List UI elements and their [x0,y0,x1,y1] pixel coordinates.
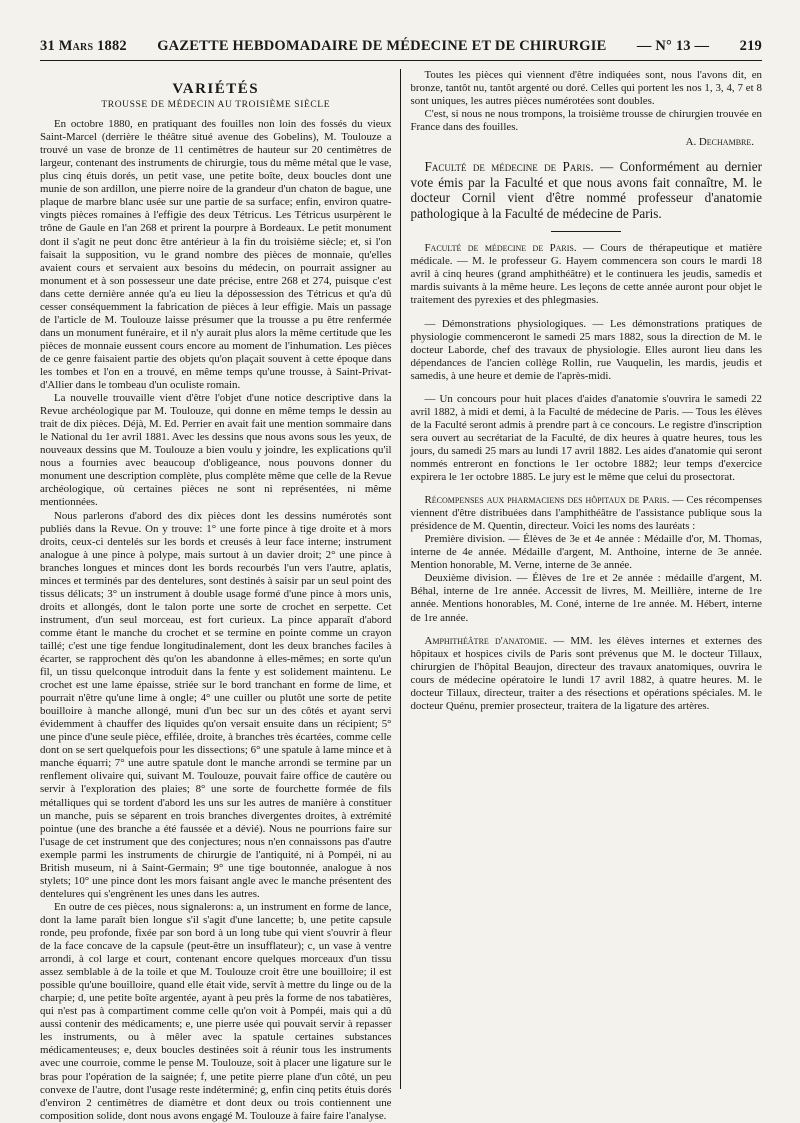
left-column [40,69,392,1122]
section-title: VARIÉTÉS [172,81,260,97]
news-item-recompenses [410,494,762,624]
news-text: Deuxième division. — Élèves de 1re et 2e année : médaille d'argent, M. Béhal, interne de 1re année. Accessit de livres, M. Meillière, interne de 1re année. Mentions honorables, M. Coné, interne de 1re année. M. Hébert, interne de 1re année. [410,572,762,624]
news-text: — MM. les élèves internes et externes des hôpitaux et hospices civils de Paris sont prévenus que M. le docteur Tillaux, chirurgien de l'hôpital Beaujon, directeur des travaux anatomiques, ouvrira le cours de médecine opératoire le lundi 17 avril 1882, à quatre heures. M. le docteur Tillaux, directeur, traiter a des résections et opérations spéciales. M. le docteur Quénu, premier prosecteur, traitera de la ligature des artères. [410,634,762,712]
page-number: 219 [739,38,762,54]
news-heading: Faculté de médecine de Paris. [424,159,594,175]
news-text: — Cours de thérapeutique et matière médicale. — M. le professeur G. Hayem commencera son cours le mardi 18 avril à cinq heures (grand amphithéâtre) et le continuera les jeudis, samedis et mardis suivants à la même heure. Les leçons de cette année auront pour objet le traitement des pyrexies et des phlegmasies. [410,242,762,307]
article-paragraph: La nouvelle trouvaille vient d'être l'objet d'une notice descriptive dans la Revue archéologique par M. Toulouze, qui donne en même temps le dessin au trait de dix pièces. Déjà, M. Ed. Perrier en avait fait une mention sommaire dans le National du 1er avril 1881. Avec les dessins que nous avons sous les yeux, de nouveaux dessins que M. Toulouze a bien voulu y joindre, les explications qu'il nous a fournies avec beaucoup d'obligeance, nous pouvons donner du monument une description complète, plus complète même que celle de la Revue archéologique, où certaines pièces ne sont ni représentées, ni même mentionnées. [40,392,392,509]
divider [551,231,621,232]
article-paragraph: En outre de ces pièces, nous signalerons: a, un instrument en forme de lance, dont la lame paraît bien longue s'il s'agit d'une lancette; b, une petite capsule ronde, peu profonde, fixée par son bord à un long tube qui vient s'ouvrir à fleur de la face concave de la capsule (peut-être un insufflateur); c, un vase à ventre arrondi, à col large et court, contenant encore quelques morceaux d'un tissu assez semblable à de la toile et que M. Toulouze croit être une bouilloire; il est possible qu'une bouilloire, quand elle était vide, servît à mettre du linge ou de la charpie; d, une petite boîte argentée, ayant à peu près la forme de nos tabatières, qui n'est pas à compartiment comme celle qu'on voit à Pompéi, mais qui a dû aussi contenir des médicaments; e, une pierre usée qui pouvait servir à repasser les instruments, ou à mêler avec la spatule certaines substances médicamenteuses; e, deux boucles destinées soit à réunir tous les instruments avec une courroie, comme le pense M. Toulouze, soit à placer une ligature sur le bras pour l'opération de la saignée; f, une petite pierre plane d'un côté, un peu convexe de l'autre, dont l'usage reste indéterminé; g, enfin cinq petits étuis dorés d'environ 2 centimètres de diamètre et dont deux ou trois contiennent une composition solide, dont nous avons engagé M. Toulouze à faire faire l'analyse. [40,900,392,1122]
article-paragraph: Toutes les pièces qui viennent d'être indiquées sont, nous l'avons dit, en bronze, tantôt nu, tantôt argenté ou doré. Celles qui portent les nos 1, 3, 4, 7 et 8 sont uniques, les autres pièces numérotées sont doubles. [410,69,762,108]
author-signature: A. Dechambre. [685,136,754,149]
news-heading: Amphithéâtre d'anatomie. [424,634,548,647]
news-text: — Démonstrations physiologiques. — Les démonstrations pratiques de physiologie commenceront le samedi 25 mars 1882, sous la direction de M. le docteur Laborde, chef des travaux de physiologie. Elles auront lieu dans les dépendances de l'ancien collège Rollin, rue Vauquelin, les mardis, jeudis et samedis, à une heure et demie de l'après-midi. [410,317,762,382]
news-item-demonstrations [410,318,762,383]
article-paragraph: C'est, si nous ne nous trompons, la troisième trousse de chirurgien trouvée en France dans des fouilles. [410,108,762,134]
news-text: — Un concours pour huit places d'aides d'anatomie s'ouvrira le samedi 22 avril 1882, à midi et demi, à la Faculté de médecine de Paris. — Tous les élèves de la Faculté seront admis à prendre part à ce concours. Le registre d'inscription sera ouvert au secrétariat de la Faculté, de dix heures à quatre heures, tous les jours, du samedi 25 mars au lundi 17 avril 1882. Les aides d'anatomie qui seront nommés entreront en fonctions le 1er octobre 1882; leur temps d'exercice expirera le 1er octobre 1885. Le jury est le même que celui du prosectorat. [410,392,762,484]
article-paragraph: Nous parlerons d'abord des dix pièces dont les dessins numérotés sont publiés dans la Revue. On y trouve: 1° une forte pince à tige droite et à mors droits, ceux-ci dentelés sur les bords et creusés à leur face interne; instrument analogue à une pince à polype, mais surtout à un davier droit; 2° une pince à branches longues et minces dont les bords recourbés l'un vers l'autre, aplatis, minces et terminés par des dentelures, sont destinés à saisir par un seul point des tissus délicats; 3° un instrument à double usage formé d'une pince à mors unis, droits et allongés, dont le talon porte une sorte de crochet en serpette. Cet instrument, d'un seul morceau, est fort curieux. La pince apparaît d'abord comme étant le manche du crochet et se termine en pointe comme un crayon taillé; c'est une tige fendue longitudinalement, dont les deux branches faciles à écarter, se rapprochent dès qu'on les abandonne à elles-mêmes; en sorte qu'un fil, un tissu quelconque introduit dans la fente y est solidement maintenu. Le crochet est une lame épaisse, striée sur le bord tranchant en forme de lime, et pourrait n'être qu'une lime à ongle; 4° une cuiller ou plutôt une sorte de petite bouilloire à manche allongé, muni d'un bec sur un des côtés et ayant servi évidemment à chauffer des liquides qu'on versait ensuite dans un récipient; 5° une pince d'une seule pièce, effilée, droite, à branches très écartées, comme celle dont on se sert quelquefois pour les dissections; 6° une spatule à lame mince et à manche équarri; 7° une autre spatule dont le manche arrondi se termine par un renflement olivaire qui, suivant M. Toulouze, pouvait faire office de cautère ou servir à l'exploration des plaies; 8° une sorte de fourchette formée de fils métalliques qui se tordent d'abord les uns sur les autres de manière à constituer un manche, puis se séparent en trois branches divergentes droites, à extrémité pointue (une des branche a été faussée et a dévié). Nous ne pourrions faire sur l'usage de cet instrument que des conjectures; nous n'en connaissons pas d'autre exemple parmi les instruments de chirurgie de l'antiquité, ni à Pompéi, ni au British museum, ni à Saint-Germain; 9° une tige boutonnée, analogue à nos stylets; 10° une pince dont les mors faisant angle avec le manche présentent des dentelures qui s'engrènent les unes dans les autres. [40,509,392,900]
issue-number: — N° 13 — [636,38,710,54]
news-text: Première division. — Élèves de 3e et 4e année : Médaille d'or, M. Thomas, interne de 4e année. Médaille d'argent, M. Anthoine, interne de 3e année. Mention honorable, M. Verne, interne de 3e année. [410,533,762,572]
two-column-body [40,69,762,1122]
news-item-faculte [410,159,762,221]
right-column [410,69,762,1089]
news-item-cours [410,242,762,307]
news-heading: Faculté de médecine de Paris. [424,242,577,255]
journal-title: GAZETTE HEBDOMADAIRE DE MÉDECINE ET DE CHIRURGIE [157,38,607,54]
page-header [40,38,762,61]
news-text: — Conformément au dernier vote émis par la Faculté et que nous avons fait connaître, M. le docteur Cornil vient d'être nommé professeur d'anatomie pathologique à la Faculté de médecine de Paris. [410,159,762,221]
news-heading: Récompenses aux pharmaciens des hôpitaux de Paris. [424,494,670,507]
news-text: — Ces récompenses viennent d'être distribuées dans l'amphithéâtre de l'assistance publique sous la présidence de M. Quentin, directeur. Voici les noms des lauréats : [410,494,762,533]
column-rule [400,69,401,1089]
article-paragraph: En octobre 1880, en pratiquant des fouilles non loin des fossés du vieux Saint-Marcel (derrière le théâtre situé avenue des Gobelins), M. Toulouze a trouvé un vase de bronze de 11 centimètres de hauteur sur 20 centimètres de largeur, contenant des instruments de chirurgie, tous du même métal que le vase, plus cinq étuis dorés, un petit vase, une petite boîte, deux boucles dont une munie de son ardillon, une pierre noire de la grandeur d'un chaton de bague, une plaque de marbre blanc usée sur une partie de sa surface; enfin, environ quatre-vingts pièces romaines à l'effigie des deux Tétricus. Les Tétricus usurpèrent le trône de Gaule en l'an 268 et prirent la pourpre à Bordeaux. Le petit monument dont il s'agit ne peut donc être antérieur à la fin du troisième siècle; et, si l'on faisait la supposition, vu le grand nombre des pièces de monnaie, qu'elles avaient cours et servaient aux besoins du médecin, on pourrait assigner au monument et à son possesseur une date précise, entre 268 et 274, puisque c'est dans cette dernière année qu'a eu lieu la dépossession des Tétricus et qu'a dû cesser conséquemment la fabrication de pièces à leur effigie. Mais un passage de l'article de M. Toulouze laisse présumer que la trousse a pu être renfermée dans un monument funéraire, et il n'y aurait plus alors la même certitude que les pièces de monnaie eussent cours encore au moment de l'inhumation. Les pièces de ce genre faisaient partie des objets qu'on plaçait souvent à cette époque dans les tombes et l'on en a trouvé, en même temps qu'une trousse, à Saint-Privat-d'Allier dans le tombeau d'un oculiste romain. [40,118,392,392]
issue-date: 31 Mars 1882 [40,38,127,54]
article-title: TROUSSE DE MÉDECIN AU TROISIÈME SIÈCLE [101,100,331,111]
news-item-amphitheatre [410,635,762,713]
news-item-concours [410,393,762,484]
